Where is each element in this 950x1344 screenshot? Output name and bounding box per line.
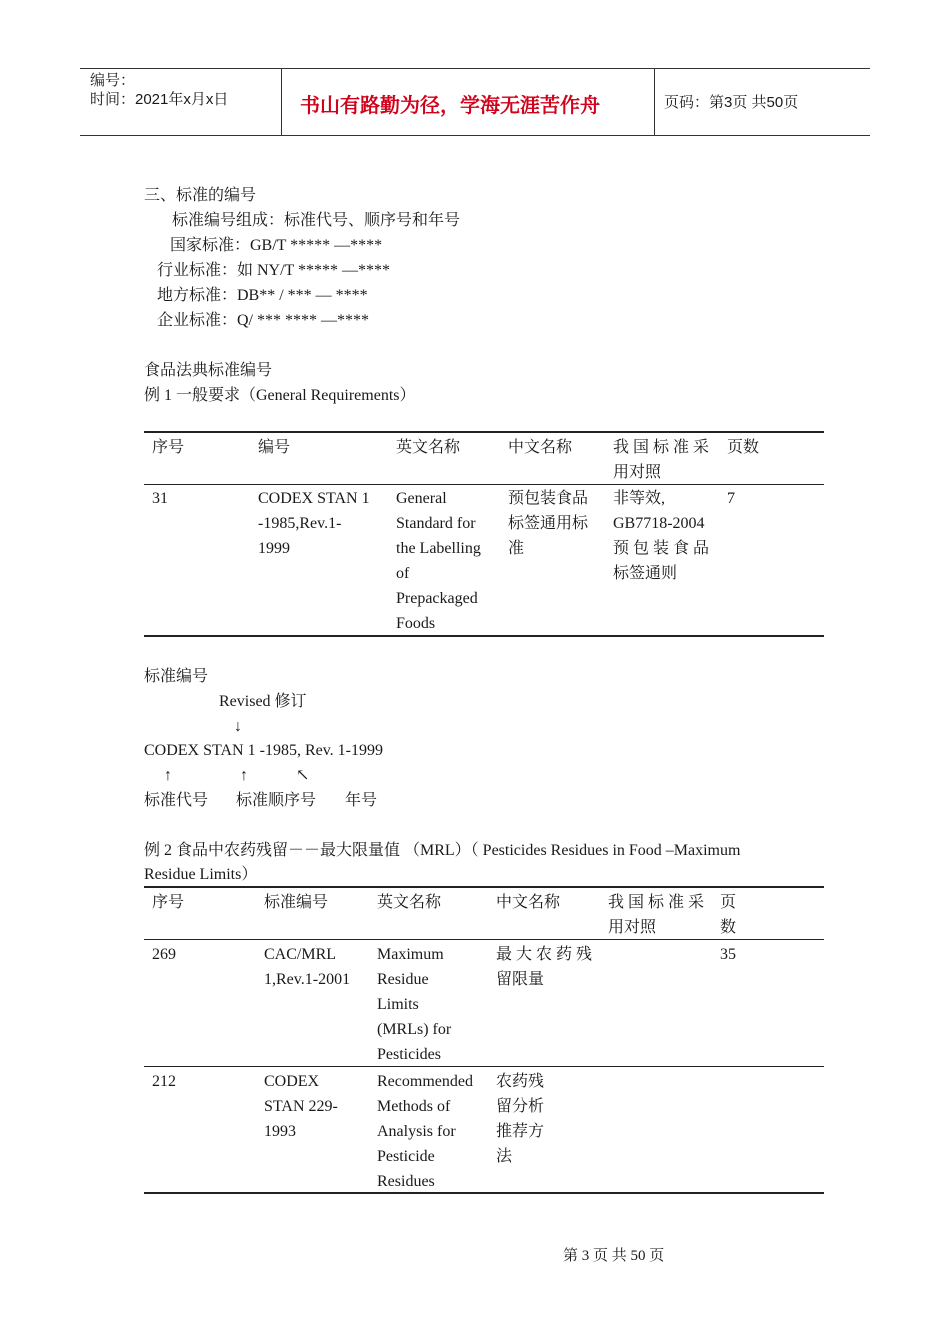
example1-title: 例 1 一般要求（General Requirements）: [144, 387, 416, 404]
cell-line: (MRLs) for: [377, 1021, 452, 1038]
table-general-requirements: [144, 431, 824, 638]
cell-line: 标签通则: [613, 565, 678, 582]
cell-line: CAC/MRL: [264, 946, 337, 963]
revised-label: Revised 修订: [219, 693, 307, 710]
codex-code-example: CODEX STAN 1 -1985, Rev. 1-1999: [144, 742, 383, 759]
cell-seq: 269: [152, 946, 176, 963]
cell-line: Maximum: [377, 946, 444, 963]
industry-standard: 行业标准：如 NY/T ***** —****: [157, 262, 391, 279]
cell-line: Residue: [377, 971, 429, 988]
cell-line: 标签通用标: [508, 515, 589, 532]
cell-seq: 212: [152, 1073, 176, 1090]
codex-heading: 食品法典标准编号: [144, 362, 273, 379]
example2-title: 例 2 食品中农药残留－－最大限量值 （MRL）（ Pesticides Residues in Food –Maximum: [144, 842, 741, 859]
col-header-adopt-line: 用对照: [608, 919, 657, 936]
table-row-rule: [144, 1066, 824, 1067]
cell-pages: 35: [720, 946, 736, 963]
cell-seq: 31: [152, 490, 168, 507]
cell-line: Standard for: [396, 515, 476, 532]
header-time-label: 时间：2021年x月x日: [90, 91, 229, 108]
cell-line: General: [396, 490, 447, 507]
header-number-label: 编号：: [90, 72, 136, 89]
cell-english: [377, 942, 451, 1067]
cell-line: CODEX STAN 1: [258, 490, 370, 507]
col-header-chinese: 中文名称: [508, 439, 573, 456]
cell-line: Foods: [396, 615, 436, 632]
cell-line: the Labelling: [396, 540, 481, 557]
arrow-diagonal-icon: ↖: [296, 767, 310, 784]
numbering-title: 标准编号: [144, 668, 209, 685]
cell-pages: 7: [727, 490, 735, 507]
header-top-rule: [80, 68, 870, 69]
cell-line: Analysis for: [377, 1123, 456, 1140]
col-header-adopt-line: 我 国 标 准 采: [608, 894, 705, 911]
cell-line: 推荐方: [496, 1123, 545, 1140]
col-header-adopt-line: 用对照: [613, 464, 662, 481]
arrow-up-icon: ↑: [240, 767, 248, 784]
table-bottom-rule: [144, 1192, 824, 1194]
cell-line: 最 大 农 药 残: [496, 946, 593, 963]
header-bottom-rule: [80, 135, 870, 136]
cell-code: [264, 1069, 338, 1144]
page-footer: 第 3 页 共 50 页: [563, 1248, 665, 1264]
cell-line: 法: [496, 1148, 513, 1165]
header-page-label: 页码：第3页 共50页: [664, 94, 799, 111]
col-header-code: 标准编号: [264, 894, 329, 911]
cell-line: 农药残: [496, 1073, 545, 1090]
col-header-pages-line: 数: [720, 919, 737, 936]
cell-chinese: [496, 1069, 544, 1169]
cell-line: 非等效,: [613, 490, 666, 507]
header-motto: 书山有路勤为径，学海无涯苦作舟: [300, 93, 600, 117]
cell-chinese: [496, 942, 592, 992]
table-top-rule: [144, 431, 824, 433]
local-standard: 地方标准：DB** / *** — ****: [157, 287, 368, 304]
table-top-rule: [144, 886, 824, 888]
cell-line: 1993: [264, 1123, 296, 1140]
col-header-code: 编号: [258, 439, 291, 456]
cell-line: Pesticides: [377, 1046, 441, 1063]
cell-line: STAN 229-: [264, 1098, 338, 1115]
col-header-seq: 序号: [152, 439, 185, 456]
arrow-up-icon: ↑: [164, 767, 172, 784]
label-year: 年号: [345, 792, 378, 809]
header-divider-right: [654, 69, 655, 136]
cell-line: Methods of: [377, 1098, 451, 1115]
cell-line: CODEX: [264, 1073, 320, 1090]
cell-line: 留分析: [496, 1098, 545, 1115]
label-sequence-number: 标准顺序号: [236, 792, 317, 809]
table-pesticide-residues: [144, 886, 824, 1196]
cell-line: 预包装食品: [508, 490, 589, 507]
cell-line: Limits: [377, 996, 419, 1013]
cell-code: [264, 942, 350, 992]
example2-title-continued: Residue Limits）: [144, 866, 258, 883]
national-standard: 国家标准：GB/T ***** —****: [170, 237, 383, 254]
cell-line: 1,Rev.1-2001: [264, 971, 351, 988]
arrow-down-icon: ↓: [234, 718, 242, 735]
label-standard-code: 标准代号: [144, 792, 209, 809]
cell-code: [258, 486, 370, 561]
section-heading: 三、标准的编号: [144, 187, 257, 204]
col-header-pages-line: 页: [720, 894, 737, 911]
cell-adopt: [613, 486, 709, 586]
col-header-adopt: [608, 890, 704, 940]
col-header-pages: [720, 890, 736, 940]
cell-line: 准: [508, 540, 525, 557]
cell-line: GB7718-2004: [613, 515, 705, 532]
cell-line: 留限量: [496, 971, 545, 988]
col-header-chinese: 中文名称: [496, 894, 561, 911]
cell-line: of: [396, 565, 410, 582]
cell-line: Pesticide: [377, 1148, 435, 1165]
numbering-composition: 标准编号组成：标准代号、顺序号和年号: [172, 212, 461, 229]
col-header-english: 英文名称: [377, 894, 442, 911]
cell-english: [377, 1069, 473, 1194]
table-header-rule: [144, 484, 824, 485]
col-header-pages: 页数: [727, 439, 760, 456]
cell-line: 预 包 装 食 品: [613, 540, 710, 557]
cell-line: Residues: [377, 1173, 435, 1190]
col-header-adopt: [613, 435, 713, 485]
cell-line: -1985,Rev.1-: [258, 515, 342, 532]
enterprise-standard: 企业标准：Q/ *** **** —****: [157, 312, 370, 329]
col-header-adopt-line: 我 国 标 准 采: [613, 439, 710, 456]
cell-line: 1999: [258, 540, 290, 557]
cell-chinese: [508, 486, 588, 561]
cell-line: Recommended: [377, 1073, 473, 1090]
col-header-english: 英文名称: [396, 439, 461, 456]
col-header-seq: 序号: [152, 894, 185, 911]
cell-english: [396, 486, 491, 636]
cell-line: Prepackaged: [396, 590, 478, 607]
header-divider-left: [281, 69, 282, 136]
